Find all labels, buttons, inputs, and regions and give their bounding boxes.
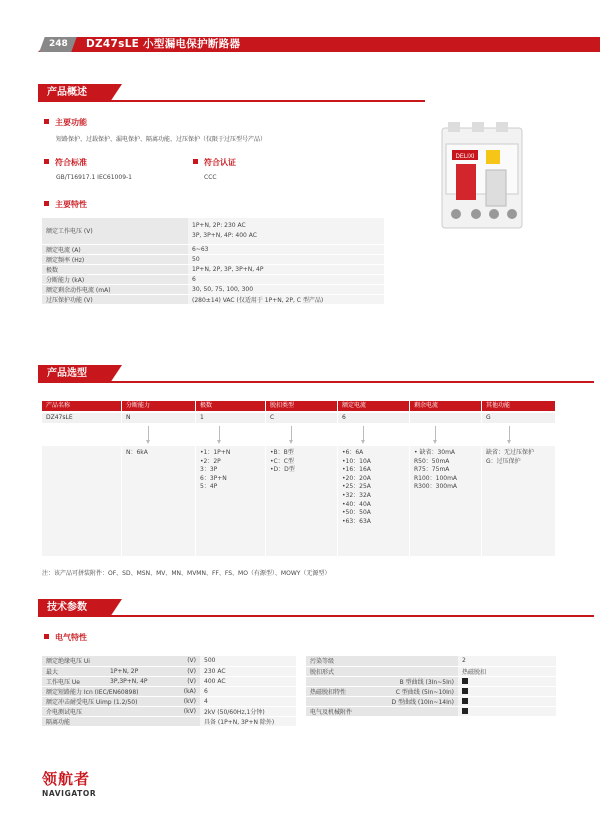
option-item: 6：3P+N — [200, 474, 227, 482]
option-item: R100：100mA — [414, 474, 458, 482]
tech-table-right — [306, 656, 556, 717]
table-row: 最大 1P+N, 2P (V) 230 AC — [42, 666, 296, 676]
standards-text: GB/T16917.1 IEC61009-1 — [56, 174, 132, 181]
svg-text:DELIXI: DELIXI — [455, 154, 475, 160]
option-item: •32：32A — [342, 491, 371, 499]
section-title: 技术参数 — [38, 599, 110, 617]
option-item: •16：16A — [342, 466, 371, 474]
option-item: •20：20A — [342, 474, 371, 482]
table-row: 电气及机械附件 — [306, 706, 556, 716]
standards-title: 符合标准 — [44, 157, 87, 168]
option-item: N：6kA — [126, 449, 148, 456]
option-item: • 缺省：30mA — [414, 449, 456, 456]
option-item: •1：1P+N — [200, 449, 231, 456]
selection-note: 注：该产品可拼装附件：OF、SD、MSN、MV、MN、MVMN、FF、FS、MO（有源型）、MOWY（无源型） — [42, 570, 331, 577]
table-row: 额定工作电压 (V) 1P+N, 2P: 230 AC 3P, 3P+N, 4P: 400 AC — [42, 218, 384, 244]
option-item: R75：75mA — [414, 466, 450, 474]
filled-square-icon — [462, 698, 468, 704]
page-number: 248 — [39, 37, 76, 52]
table-row: 脱扣形式 热磁脱扣 — [306, 666, 556, 676]
section-title: 产品概述 — [38, 84, 110, 102]
table-row: 额定短路能力 Icn (IEC/EN60898) (kA) 6 — [42, 686, 296, 696]
tech-table-left — [42, 656, 296, 727]
option-item: •50：50A — [342, 509, 371, 517]
filled-square-icon — [462, 678, 468, 684]
option-item: R300：300mA — [414, 483, 458, 491]
table-row: 过压保护功能 (V) (280±14) VAC (仅适用于 1P+N, 2P, C 型产品) — [42, 294, 384, 304]
table-row: 工作电压 Ue 3P,3P+N, 4P (V) 400 AC — [42, 676, 296, 686]
table-row: B 型曲线 (3In~5In) — [306, 676, 556, 686]
page-title: DZ47sLE 小型漏电保护断路器 — [86, 38, 241, 50]
table-row: 介电测试电压 (kV) 2kV (50/60Hz,1分钟) — [42, 706, 296, 716]
arrow-down-icon — [148, 426, 149, 442]
product-image — [432, 118, 532, 236]
table-row: 额定绝缘电压 Ui (V) 500 — [42, 656, 296, 666]
option-item: •63：63A — [342, 517, 371, 525]
option-item: •25：25A — [342, 483, 371, 491]
option-item: 缺省：无过压保护 — [486, 449, 535, 456]
arrow-down-icon — [363, 426, 364, 442]
option-item: G：过压保护 — [486, 457, 521, 465]
arrow-down-icon — [219, 426, 220, 442]
brand-logo: 领航者 NAVIGATOR — [42, 770, 97, 798]
option-item: 3：3P — [200, 466, 218, 474]
table-row: 额定频率 (Hz) 50 — [42, 254, 384, 264]
filled-square-icon — [462, 708, 468, 714]
arrow-down-icon — [435, 426, 436, 442]
electrical-title: 电气特性 — [44, 632, 87, 643]
main-function-title: 主要功能 — [44, 117, 87, 128]
table-row: 分断能力 (kA) 6 — [42, 274, 384, 284]
main-function-text: 短路保护、过载保护、漏电保护、隔离功能、过压保护（仅限于过压型号产品） — [56, 136, 267, 143]
features-table — [42, 218, 384, 305]
table-row: D 型曲线 (10In~14In) — [306, 696, 556, 706]
table-row: 额定电流 (A) 6~63 — [42, 244, 384, 254]
option-item: •B：B型 — [270, 449, 294, 456]
option-item: •6：6A — [342, 449, 364, 456]
filled-square-icon — [462, 688, 468, 694]
option-item: 5：4P — [200, 483, 218, 491]
option-item: •C：C型 — [270, 457, 294, 465]
option-item: •10：10A — [342, 457, 371, 465]
table-row: 污染等级 2 — [306, 656, 556, 666]
selection-arrows — [42, 426, 556, 446]
cert-text: CCC — [204, 174, 217, 181]
selection-header: 产品名称 分断能力 极数 脱扣类型 额定电流 剩余电流 其他功能 — [42, 401, 556, 411]
option-item: •D：D型 — [270, 466, 295, 474]
table-row: 隔离功能 具备 (1P+N, 3P+N 除外) — [42, 716, 296, 726]
arrow-down-icon — [291, 426, 292, 442]
table-row: 极数 1P+N, 2P, 3P, 3P+N, 4P — [42, 264, 384, 274]
option-item: •2：2P — [200, 457, 221, 465]
section-title: 产品选型 — [38, 365, 110, 383]
option-item: •40：40A — [342, 500, 371, 508]
selection-example-row: DZ47sLE N 1 C 6 G — [42, 413, 556, 423]
table-row: 额定剩余动作电流 (mA) 30, 50, 75, 100, 300 — [42, 284, 384, 294]
features-title: 主要特性 — [44, 199, 87, 210]
selection-options — [42, 446, 556, 556]
option-item: R50：50mA — [414, 457, 450, 465]
table-row: 热磁脱扣特性 C 型曲线 (5In~10In) — [306, 686, 556, 696]
arrow-down-icon — [509, 426, 510, 442]
table-row: 额定冲击耐受电压 Uimp (1.2/50) (kV) 4 — [42, 696, 296, 706]
cert-title: 符合认证 — [193, 157, 236, 168]
